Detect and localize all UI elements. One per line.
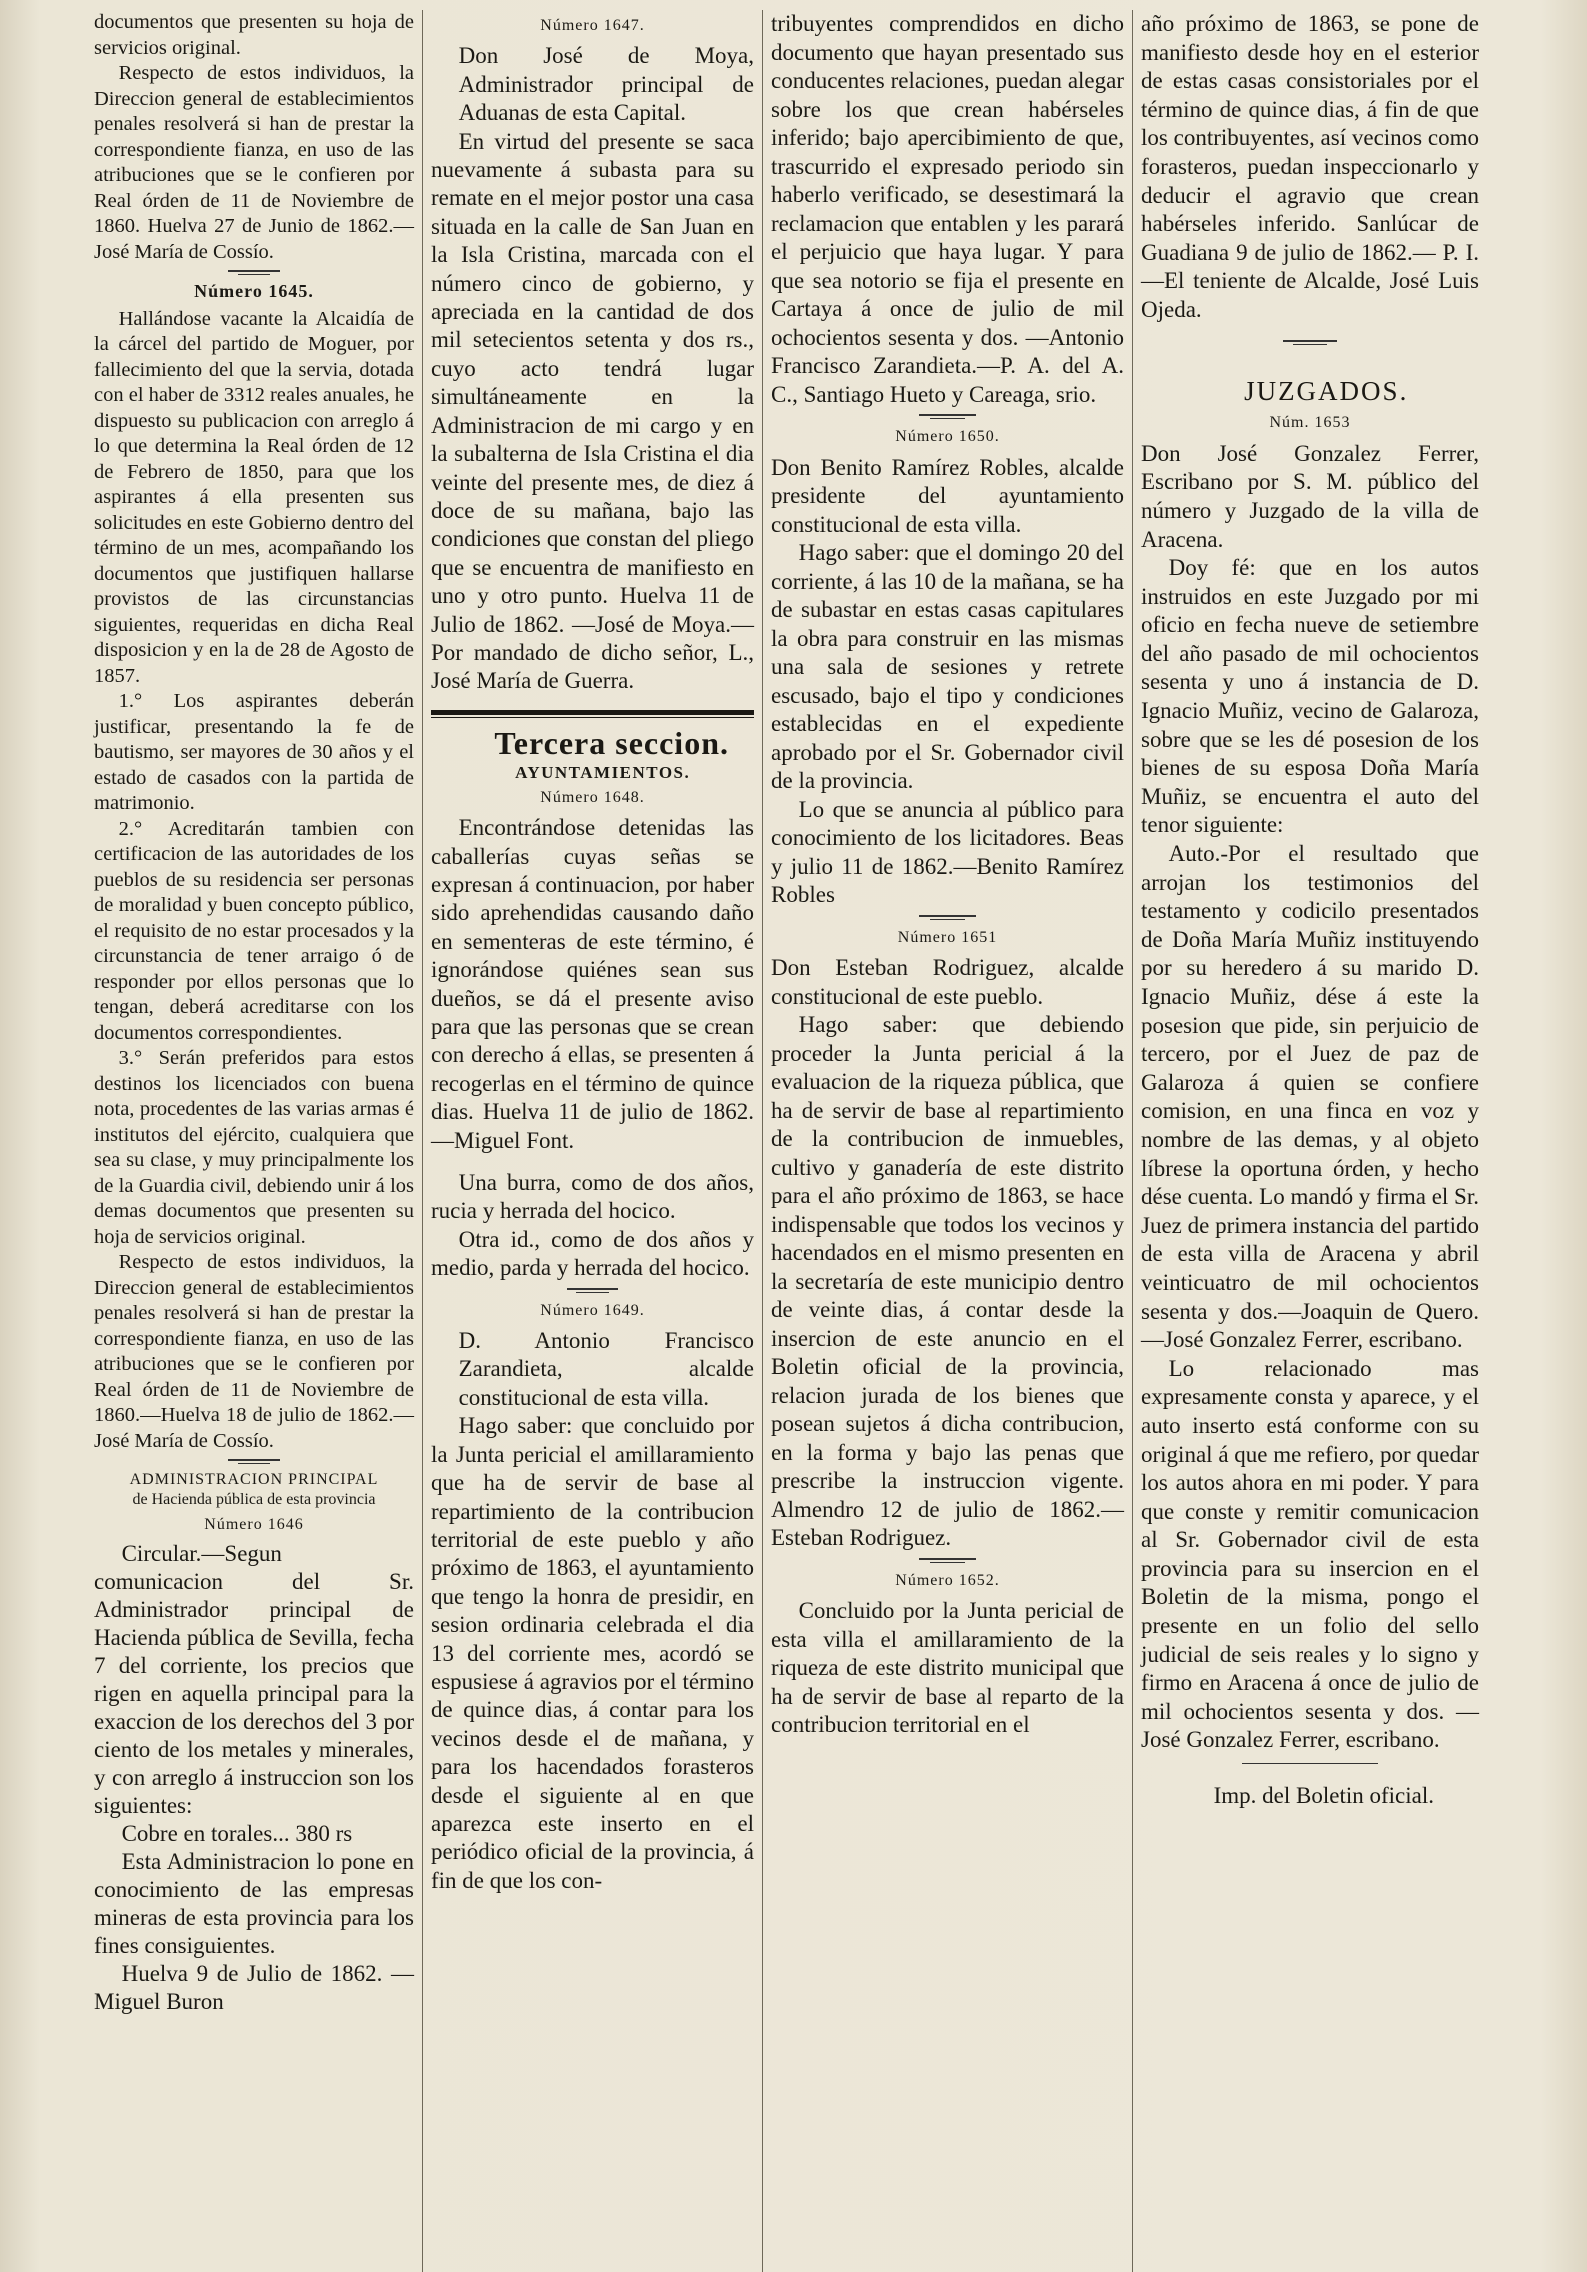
paragraph: En virtud del presente se saca nuevamente á subasta para su remate en el mejor postor una casa situada en la calle de San Juan en la Isla Cristina, marcada con el número cinco de gobierno, y apreciada en la cantidad de dos mil setecientos setenta y dos rs., cuyo acto tendrá lugar simultáneamente en la Administracion de mi cargo y en la subalterna de Isla Cristina el dia veinte del presente mes, de diez á doce de su mañana, bajo las condiciones que constan del pliego que se encuentra de manifiesto en uno y otro punto. Huelva 11 de Julio de 1862. —José de Moya.—Por mandado de dicho señor, L., José María de Guerra.: [431, 128, 754, 694]
paragraph: Hago saber: que debiendo proceder la Junta pericial á la evaluacion de la riqueza pública, que ha de servir de base al repartimiento de la contribucion de inmuebles, cultivo y ganadería de este distrito para el año próximo de 1863, se hace indispensable que todos los vecinos y hacendados en el mismo presenten en la secretaría de este municipio dentro de veinte dias, á contar desde la insercion de este anuncio en el Boletin oficial de la provincia, relacion jurada de los bienes que posean sujetos á dicha contribucion, en la forma y bajo las penas que prescribe la instruccion vigente. Almendro 12 de julio de 1862.—Esteban Rodriguez.: [771, 1012, 1124, 1550]
paragraph: Respecto de estos individuos, la Direccion general de establecimientos penales resolverá si han de prestar la correspondiente fianza, en uso de las atribuciones que se le confieren por Real órden de 11 de Noviembre de 1860. Huelva 27 de Junio de 1862.—José María de Cossío.: [94, 62, 414, 263]
paragraph: 2.° Acreditarán tambien con certificacion de las autoridades de los pueblos de su residencia ser personas de moralidad y buen concepto público, el requisito de no estar procesados y la circunstancia de tener arraigo ó de responder por ellos personas que lo tengan, deberá acreditarse con los documentos correspondientes.: [94, 817, 414, 1044]
section-title: Tercera seccion.: [494, 724, 729, 761]
paragraph: Otra id., como de dos años y medio, parda y herrada del hocico.: [431, 1226, 754, 1281]
paragraph: Hago saber: que el domingo 20 del corriente, á las 10 de la mañana, se ha de subastar en estas casas capitulares la obra para construir en las mismas una sala de sesiones y retrete escusado, bajo el tipo y condiciones establecidas en el expediente aprobado por el Sr. Gobernador civil de la provincia.: [771, 540, 1124, 793]
section-rule: [431, 710, 754, 718]
columns: [86, 10, 1547, 2272]
separator: [94, 1456, 414, 1466]
section-subheading: AYUNTAMIENTOS.: [515, 762, 691, 782]
paragraph: documentos que presenten su hoja de servicios original.: [94, 11, 414, 59]
paragraph: Una burra, como de dos años, rucia y herrada del hocico.: [431, 1170, 754, 1224]
column-4: [1132, 10, 1487, 2272]
paragraph: tribuyentes comprendidos en dicho documento que hayan presentado sus conducentes relaciones, puedan alegar sobre los que crean habérseles inferido; bajo apercibimiento de que, trascurrido el expresado periodo sin haberlo verificado, se desestimará la reclamacion que entablen y les parará el perjuicio que haya lugar. Y para que sea notorio se fija el presente en Cartaya á once de julio de mil ochocientos sesenta y dos. —Antonio Francisco Zarandieta.—P. A. del A. C., Santiago Hueto y Careaga, srio.: [771, 11, 1124, 407]
paragraph: Don José de Moya, Administrador principal de Aduanas de esta Capital.: [458, 43, 754, 126]
column-3: [762, 10, 1132, 2272]
separator: [1141, 337, 1479, 347]
paragraph: Don Esteban Rodriguez, alcalde constitucional de este pueblo.: [771, 955, 1124, 1009]
section-heading: ADMINISTRACION PRINCIPAL: [129, 1471, 379, 1488]
notice-number: Número 1645.: [194, 281, 314, 301]
notice-number: Número 1650.: [895, 428, 1000, 445]
signature: Huelva 9 de Julio de 1862. —Miguel Buron: [94, 1960, 414, 2014]
paragraph: Don Benito Ramírez Robles, alcalde presidente del ayuntamiento constitucional de esta villa.: [771, 454, 1124, 537]
paragraph: Hago saber: que concluido por la Junta pericial el amillaramiento que ha de servir de base al repartimiento de la contribucion territorial de este pueblo y año próximo de 1863, el ayuntamiento que tengo la honra de presidir, en sesion ordinaria celebrada el dia 13 del corriente mes, acordó se espusiese á agravios por el término de quince dias, á contar para los vecinos desde el de mañana, y para los hacendados forasteros desde el siguiente al en que aparezca este inserto en el periódico oficial de la provincia, á fin de que los con-: [431, 1413, 754, 1893]
separator: [94, 267, 414, 277]
paragraph: Concluido por la Junta pericial de esta villa el amillaramiento de la riqueza de este distrito municipal que ha de servir de base al reparto de la contribucion territorial en el: [771, 1598, 1124, 1737]
paragraph: 3.° Serán preferidos para estos destinos los licenciados con buena nota, procedentes de las varias armas é institutos del ejército, cualquiera que sea su clase, y muy principalmente los de la Guardia civil, debiendo unir á los demas documentos que presenten su hoja de servicios original.: [94, 1047, 414, 1248]
price-line: Cobre en torales... 380 rs: [121, 1820, 353, 1846]
separator: [771, 411, 1124, 421]
paragraph: Don José Gonzalez Ferrer, Escribano por S. M. público del número y Juzgado de la villa de Aracena.: [1141, 440, 1479, 552]
paragraph: 1.° Los aspirantes deberán justificar, presentando la fe de bautismo, ser mayores de 30 años y el estado de casados con la partida de matrimonio.: [94, 690, 414, 814]
notice-number: Número 1649.: [540, 1301, 645, 1319]
notice-number: Número 1648.: [540, 788, 645, 806]
paragraph: año próximo de 1863, se pone de manifiesto desde hoy en el esterior de estas casas consistoriales por el término de quince dias, á fin de que los contribuyentes, así vecinos como forasteros, puedan inspeccionarlo y deducir el agravio que crean habérseles inferido. Sanlúcar de Guadiana 9 de julio de 1862.— P. I.—El teniente de Alcalde, José Luis Ojeda.: [1141, 11, 1479, 322]
notice-number: Número 1651: [897, 928, 998, 946]
imprint: Imp. del Boletin oficial.: [1213, 1783, 1434, 1809]
notice-number: Número 1647.: [540, 17, 645, 34]
column-1: [86, 10, 422, 2272]
notice-number: Número 1646: [204, 1516, 304, 1533]
separator: [431, 1285, 754, 1295]
separator: [771, 912, 1124, 922]
paragraph: Circular.—Segun comunicacion del Sr. Administrador principal de Hacienda pública de Sevilla, fecha 7 del corriente, los precios que rigen en aquella principal para la exaccion de los derechos del 3 por ciento de los metales y minerales, y con arreglo á instruccion son los siguientes:: [94, 1540, 414, 1818]
divider: [1242, 1763, 1377, 1764]
paragraph: Encontrándose detenidas las caballerías cuyas señas se expresan á continuacion, por haber sido aprehendidas causando daño en sementeras de este término, é ignorándose quiénes sean sus dueños, se dá el presente aviso para que las personas que se crean con derecho á ellas, se presenten á recogerlas en el término de quince dias. Huelva 11 de julio de 1862.—Miguel Font.: [431, 815, 754, 1153]
paragraph: Lo que se anuncia al público para conocimiento de los licitadores. Beas y julio 11 de 1862.—Benito Ramírez Robles: [771, 796, 1124, 907]
paragraph: Respecto de estos individuos, la Direccion general de establecimientos penales resolverá si han de prestar la correspondiente fianza, en uso de las atribuciones que se le confieren por Real órden de 11 de Noviembre de 1860.—Huelva 18 de julio de 1862.—José María de Cossío.: [94, 1251, 414, 1452]
paragraph: D. Antonio Francisco Zarandieta, alcalde constitucional de esta villa.: [458, 1328, 754, 1410]
paragraph: Hallándose vacante la Alcaidía de la cárcel del partido de Moguer, por fallecimiento del que la servia, dotada con el haber de 3312 reales anuales, he dispuesto su publicacion con arreglo á lo que determina la Real órden de 12 de Febrero de 1850, para que los aspirantes á ella presenten sus solicitudes en este Gobierno dentro del término de un mes, acompañando los documentos que justifiquen hallarse provistos de las circunstancias siguientes, requeridas en dicha Real disposicion y en la de 28 de Agosto de 1857.: [94, 307, 414, 687]
notice-number: Núm. 1653: [1269, 414, 1351, 432]
section-title: JUZGADOS.: [1244, 375, 1409, 406]
separator: [771, 1555, 1124, 1565]
notice-number: Número 1652.: [895, 1571, 1000, 1589]
section-subheading: de Hacienda pública de esta provincia: [132, 1491, 376, 1508]
column-2: [422, 10, 762, 2272]
paragraph: Esta Administracion lo pone en conocimiento de las empresas mineras de esta provincia para los fines consiguientes.: [94, 1848, 414, 1958]
paragraph: Doy fé: que en los autos instruidos en este Juzgado por mi oficio en fecha nueve de setiembre del año pasado de mil ochocientos sesenta y uno á instancia de D. Ignacio Muñiz, vecino de Galaroza, sobre que se les dé posesion de los bienes de su esposa Doña María Muñiz, se encuentra el auto del tenor siguiente:: [1141, 555, 1479, 838]
paragraph: Auto.-Por el resultado que arrojan los testimonios del testamento y codicilo presentados de Doña María Muñiz instituyendo por su heredero á su marido D. Ignacio Muñiz, dése á este la posesion que pide, sin perjuicio de tercero, por el Juez de paz de Galaroza á quien se confiere comision, en una finca en voz y nombre de las demas, y al objeto líbrese la oportuna órden, y hecho dése cuenta. Lo mandó y firma el Sr. Juez de primera instancia del partido de esta villa de Aracena y abril veinticuatro de mil ochocientos sesenta y dos.—Joaquin de Quero.—José Gonzalez Ferrer, escribano.: [1141, 841, 1479, 1353]
paragraph: Lo relacionado mas expresamente consta y aparece, y el auto inserto está conforme con su original á que me refiero, por quedar los autos ahora en mi poder. Y para que conste y remitir comunicacion al Sr. Gobernador civil de esta provincia para su insercion en el Boletin de la misma, pongo el presente en un folio del sello judicial de seis reales y lo signo y firmo en Aracena á once de julio de mil ochocientos sesenta y dos. —José Gonzalez Ferrer, escribano.: [1141, 1355, 1479, 1753]
